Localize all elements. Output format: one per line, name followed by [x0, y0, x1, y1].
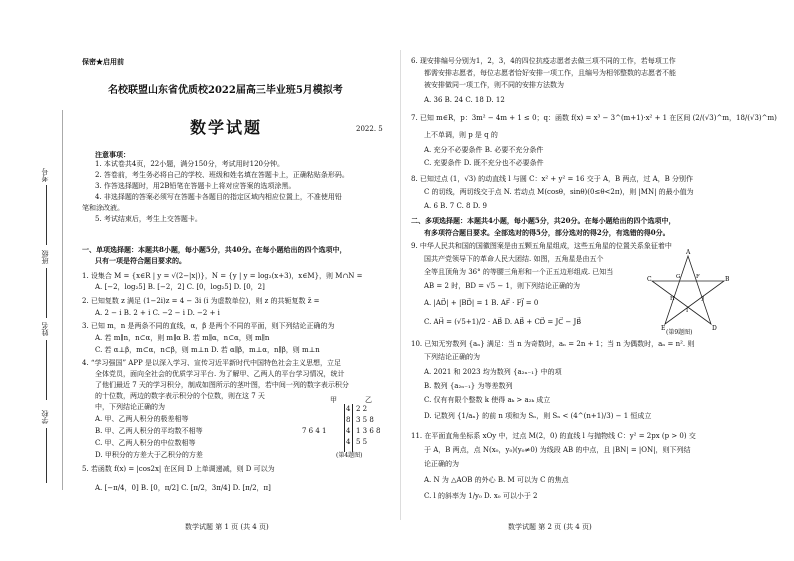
question-4-option-d: D. 甲积分的方差大于乙积分的方差: [95, 451, 203, 459]
question-11-line: 论正确的为: [424, 460, 459, 468]
question-7-options-cd: C. 充要条件 D. 既不充分也不必要条件: [424, 159, 544, 167]
binding-blank-class: [46, 268, 47, 318]
leaf-right: 5 5: [356, 438, 368, 446]
svg-text:F: F: [696, 274, 700, 280]
svg-text:D: D: [712, 325, 717, 332]
binding-label-name: 姓名: [41, 322, 49, 336]
binding-label-class: 班级: [41, 250, 49, 264]
notice-item: 5. 考试结束后，考生上交答题卡。: [95, 215, 202, 223]
question-10-option-a: A. 2021 和 2023 均为数列 {a₂ₙ₋₁} 中的项: [424, 368, 562, 376]
binding-label-school: 学校: [41, 410, 49, 424]
question-2: 2. 已知复数 z 满足 (1−2i)z = 4 − 3i (i 为虚数单位)，则 z 的共轭复数 z̄ =: [82, 297, 320, 305]
stem-value: 8: [346, 416, 351, 424]
question-2-options: A. 2 − i B. 2 + i C. −2 − i D. −2 + i: [95, 309, 220, 317]
leaf-right: 3 5 8: [356, 416, 374, 424]
question-4-line: 的十位数，两边的数字表示积分的个位数，则在这 7 天: [95, 392, 265, 400]
question-10-line: 下列结论正确的为: [424, 353, 480, 361]
stem-value: 4: [346, 405, 351, 413]
question-9: 9. 中华人民共和国的国徽图案是由五颗五角星组成，这些五角星的位置关系象征着中: [411, 242, 672, 250]
question-5: 5. 若函数 f(x) = |cos2x| 在区间 D 上单调递减，则 D 可以为: [82, 465, 275, 473]
question-1: 1. 设集合 M = {x∈R | y = √(2−|x|)}，N = {y | y = log₂(x+3)，x∈M}，则 M∩N =: [82, 272, 363, 280]
notice-title: 注意事项：: [95, 150, 130, 159]
svg-text:J: J: [702, 296, 705, 302]
question-9-line: AB = 2 时，BD = √5 − 1，则下列结论正确的为: [424, 282, 580, 290]
question-4-option-c: C. 甲、乙两人积分的中位数相等: [95, 439, 196, 447]
question-7: 7. 已知 m∈R，p：3m² − 4m + 1 ≤ 0；q：函数 f(x) = x³ − 3^(m+1)·x² + 1 在区间 (2/(√3)^m，18/(√3)^m): [411, 114, 777, 122]
section2-title: 二、多项选择题：本题共4小题，每小题5分，共20分。在每小题给出的四个选项中，: [411, 216, 676, 225]
question-11-options-cd: C. l 的斜率为 1/y₀ D. x₀ 可以小于 2: [424, 492, 538, 500]
question-1-options: A. [−2，log₂5] B. [−2，2] C. [0，log₂5] D. [0，2]: [95, 283, 265, 291]
question-6-options: A. 36 B. 24 C. 18 D. 12: [424, 96, 505, 104]
section1-title: 一、单项选择题：本题共8小题，每小题5分，共40分。在每小题给出的四个选项中，: [82, 245, 347, 254]
footer-left: 数学试题 第 1 页 (共 4 页): [185, 523, 269, 531]
pentagram-caption: (第9题图): [666, 329, 693, 336]
stem-leaf-header-right: 乙: [365, 396, 372, 404]
subject-title: 数学试题: [190, 118, 263, 137]
leaf-left: 7 6 4 1: [302, 427, 327, 435]
question-6-line: 被安排做同一项工作，则不同的安排方法数为: [424, 81, 564, 89]
stem-value: 4: [346, 427, 351, 435]
question-7-line: 上不单调，则 p 是 q 的: [424, 131, 498, 139]
section2-title-2: 有多项符合题目要求。全部选对的得5分，部分选对的得2分，有选错的得0分。: [424, 228, 670, 237]
stem-leaf-plot: [300, 396, 390, 460]
question-6-line: 都需安排志愿者，每位志愿者恰好安排一项工作，且编号为相邻整数的志愿者不能: [424, 69, 676, 77]
notice-item: 3. 作答选择题时，用2B铅笔在答题卡上将对应答案的选项涂黑。: [95, 182, 296, 190]
binding-blank-name: [46, 340, 47, 400]
notice-item: 4. 非选择题的答案必须写在答题卡各题目的指定区域内相应位置上，不准使用铅: [95, 193, 342, 201]
question-9-line: 国共产党领导下的革命人民大团结. 如图，五角星是由五个: [424, 255, 604, 263]
column-divider: [400, 50, 401, 520]
question-11: 11. 在平面直角坐标系 xOy 中，过点 M(2，0) 的直线 l 与抛物线 C：y² = 2px (p > 0) 交: [411, 432, 696, 440]
question-3-options-cd: C. 若 α⊥β，m⊂α，n⊂β，则 m⊥n D. 若 α∥β，m⊥α，n∥β，则 m⊥n: [95, 346, 320, 354]
binding-blank-school: [46, 428, 47, 483]
stem-value: 4: [346, 438, 351, 446]
question-4-line: 了他们最近 7 天的学习积分，制成如图所示的茎叶图，若中间一列的数字表示积分: [95, 381, 349, 389]
question-8-options: A. 6 B. 7 C. 8 D. 9: [424, 202, 487, 210]
question-5-options: A. [−π/4，0] B. [0，π/2] C. [π/2，3π/4] D. [π/2，π]: [95, 484, 271, 492]
question-8-line: C 的切线，两切线交于点 N. 若动点 M(cosθ，sinθ)(0≤θ<2π)，则 |MN| 的最小值为: [424, 188, 694, 196]
question-4-option-a: A. 甲、乙两人积分的极差相等: [95, 415, 189, 423]
stem-leaf-caption: (第4题图): [336, 452, 363, 459]
svg-text:A: A: [686, 249, 691, 256]
svg-text:E: E: [661, 325, 666, 332]
question-3-options-ab: A. 若 m∥n，n⊂α，则 m∥α B. 若 m∥α，n⊂α，则 m∥n: [95, 334, 270, 342]
question-10-option-d: D. 记数列 {1/aₙ} 的前 n 项和为 Sₙ，则 Sₙ < (4^(n+1)/3) − 1 恒成立: [424, 412, 652, 420]
leaf-right: 1 3 6 8: [356, 427, 381, 435]
exam-title: 名校联盟山东省优质校2022届高三毕业班5月模拟考: [108, 85, 343, 96]
footer-right: 数学试题 第 2 页 (共 4 页): [508, 523, 592, 531]
exam-date: 2022. 5: [356, 125, 383, 133]
question-4: 4. “学习强国” APP 是以深入学习、宣传习近平新时代中国特色社会主义思想，立足: [82, 359, 341, 367]
question-6: 6. 现安排编号分别为1，2，3，4的四位抗疫志愿者去做三项不同的工作，若每项工作: [411, 57, 676, 65]
stem-leaf-header-left: 甲: [330, 396, 337, 404]
question-9-options-cd: C. AH⃗ = (√5+1)/2 · AB⃗ D. AB⃗ + CD⃗ = JC⃗ − JB⃗: [424, 318, 582, 326]
question-7-options-ab: A. 充分不必要条件 B. 必要不充分条件: [424, 146, 544, 154]
question-10-option-c: C. 仅有有限个整数 k 使得 aₖ > a₂ₖ 成立: [424, 396, 551, 404]
svg-text:I: I: [686, 308, 689, 314]
binding-line: [62, 110, 63, 490]
notice-item: 2. 答卷前，考生务必将自己的学校、班级和姓名填在答题卡上，正确粘贴条形码。: [95, 171, 349, 179]
svg-text:H: H: [670, 296, 675, 302]
svg-text:G: G: [676, 274, 681, 280]
notice-item: 1. 本试卷共4页，22小题，满分150分，考试用时120分钟。: [95, 160, 284, 168]
binding-blank-id: [46, 185, 47, 245]
section1-title-2: 只有一项是符合题目要求的。: [95, 256, 186, 265]
question-8: 8. 已知过点 (1，√3) 的动直线 l 与圆 C：x² + y² = 16 交于 A，B 两点，过 A，B 分别作: [411, 175, 694, 183]
leaf-right: 2 2: [356, 405, 368, 413]
question-9-line: 全等且顶角为 36° 的等腰三角形和一个正五边形组成. 已知当: [424, 268, 614, 276]
question-4-line: 全体党员，面向全社会的优质学习平台. 为了解甲、乙两人的平台学习情况，统计: [95, 370, 345, 378]
secret-label: 保密★启用前: [82, 57, 124, 66]
pentagram-figure: [648, 248, 728, 338]
binding-label-id: 考号: [41, 168, 49, 182]
question-3: 3. 已知 m，n 是两条不同的直线，α，β 是两个不同的平面，则下列结论正确的为: [82, 322, 335, 330]
question-4-line: 中，下列结论正确的为: [95, 403, 165, 411]
svg-text:B: B: [725, 276, 730, 283]
notice-item: 笔和涂改液。: [82, 204, 124, 212]
question-10: 10. 已知无穷数列 {aₙ} 满足：当 n 为奇数时，aₙ = 2n + 1；当 n 为偶数时，aₙ = n². 则: [411, 340, 695, 348]
question-11-options-ab: A. N 为 △AOB 的外心 B. M 可以为 C 的焦点: [424, 476, 569, 484]
question-10-option-b: B. 数列 {a₂ₙ₋₁} 为等差数列: [424, 382, 513, 390]
question-9-options-ab: A. |AD⃗| + |BD⃗| = 1 B. AF⃗ · FJ⃗ = 0: [424, 299, 539, 307]
question-11-line: 于 A，B 两点，点 N(x₀，y₀)(y₀≠0) 为线段 AB 的中点，且 |BN| = |ON|，则下列结: [424, 446, 691, 454]
question-4-option-b: B. 甲、乙两人积分的平均数不相等: [95, 427, 203, 435]
svg-text:C: C: [647, 276, 652, 283]
